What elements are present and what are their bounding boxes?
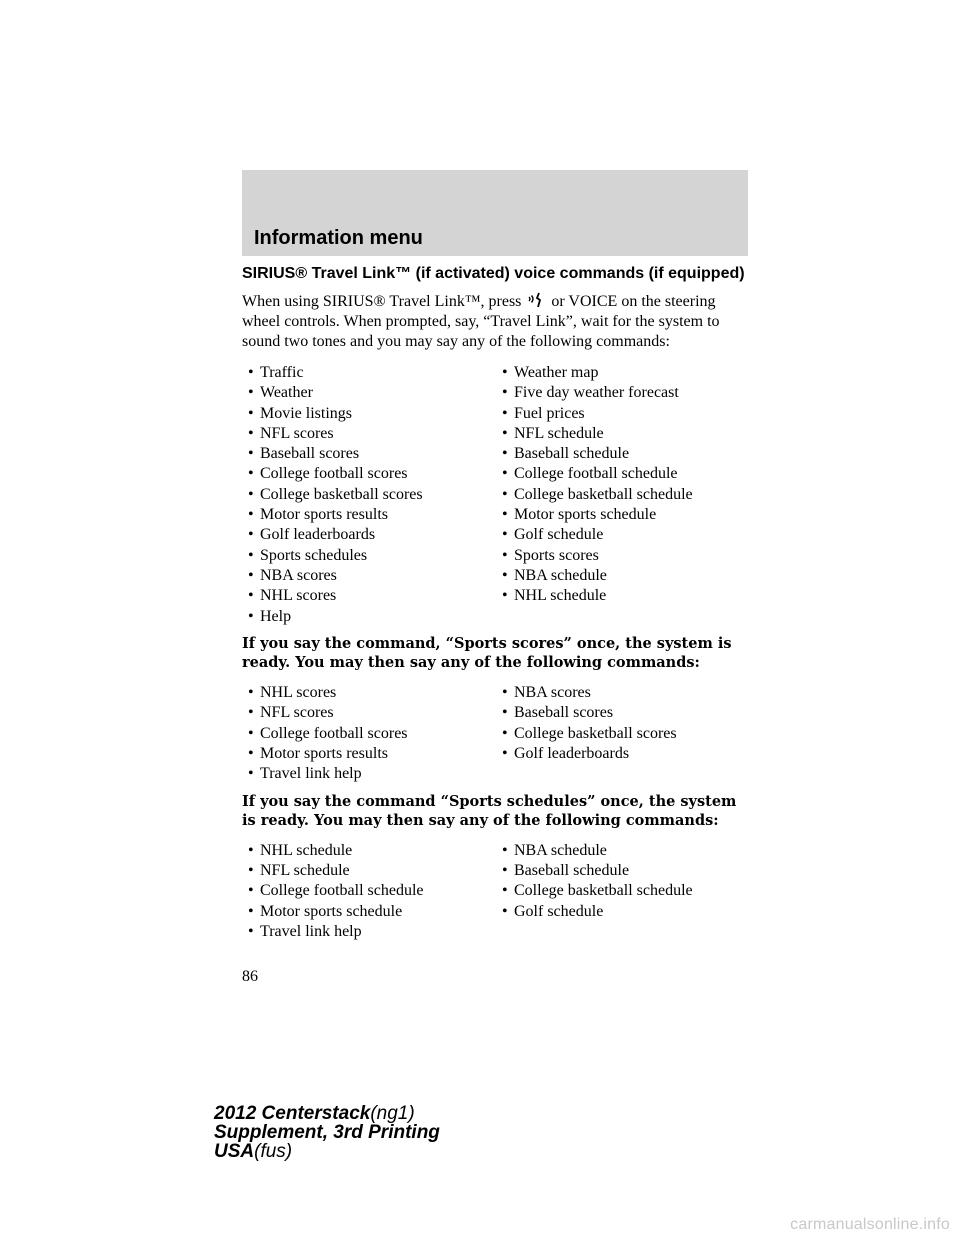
command-list-item bbox=[502, 724, 756, 744]
command-label: NFL schedule bbox=[260, 862, 350, 880]
command-list-item bbox=[248, 546, 502, 566]
command-list-item bbox=[248, 902, 502, 922]
command-list-item bbox=[248, 724, 502, 744]
bullet: • bbox=[248, 587, 254, 605]
bullet: • bbox=[502, 841, 508, 859]
bullet: • bbox=[248, 424, 254, 442]
bullet: • bbox=[248, 724, 254, 742]
bullet: • bbox=[502, 364, 508, 381]
bullet: • bbox=[502, 485, 508, 503]
footer-title: 2012 Centerstack bbox=[214, 1103, 371, 1124]
command-list-item bbox=[502, 424, 756, 444]
footer-line-1 bbox=[214, 1104, 440, 1123]
bullet: • bbox=[248, 465, 254, 483]
footer-code: (ng1) bbox=[370, 1103, 415, 1124]
bullet: • bbox=[502, 902, 508, 920]
command-label: NBA schedule bbox=[514, 566, 607, 584]
bullet: • bbox=[248, 526, 254, 544]
command-label: Golf leaderboards bbox=[260, 526, 376, 544]
command-label: Motor sports results bbox=[260, 744, 388, 762]
bullet: • bbox=[502, 566, 508, 584]
command-label: NFL scores bbox=[260, 704, 334, 722]
command-list-item bbox=[502, 861, 756, 881]
command-label: College basketball schedule bbox=[514, 485, 693, 503]
command-list-item bbox=[502, 744, 756, 764]
command-list-item bbox=[502, 525, 756, 545]
command-list-item bbox=[248, 922, 502, 942]
command-label: Weather map bbox=[514, 364, 599, 381]
bullet: • bbox=[502, 526, 508, 544]
command-list-item bbox=[502, 586, 756, 606]
bullet: • bbox=[248, 684, 254, 702]
command-list-item bbox=[502, 383, 756, 403]
bullet: • bbox=[248, 546, 254, 564]
command-label: Movie listings bbox=[260, 404, 353, 422]
footer-region: USA bbox=[214, 1141, 255, 1162]
command-label: NBA scores bbox=[260, 566, 337, 584]
command-label: Baseball scores bbox=[514, 704, 614, 722]
bullet: • bbox=[248, 364, 254, 381]
command-list-item bbox=[502, 404, 756, 424]
command-label: College basketball schedule bbox=[514, 882, 693, 900]
bullet: • bbox=[502, 724, 508, 742]
command-label: College football scores bbox=[260, 724, 408, 742]
intro-text-end: or VOICE on the steering wheel controls. When prompted, say, “Travel Link”, wait for the system to sound two tones and you may say any of the following commands: bbox=[242, 293, 720, 350]
command-label: Baseball scores bbox=[260, 445, 360, 463]
sports-scores-intro: If you say the command, “Sports scores” once, the system is ready. You may then say any of the following commands: bbox=[242, 634, 732, 672]
command-label: Travel link help bbox=[260, 922, 362, 940]
bullet: • bbox=[502, 587, 508, 605]
command-list-item bbox=[502, 444, 756, 464]
footer-line-2: Supplement, 3rd Printing bbox=[214, 1122, 440, 1143]
sports-schedules-intro: If you say the command “Sports schedules” once, the system is ready. You may then say any of the following commands: bbox=[242, 792, 737, 830]
watermark: carmanualsonline.info bbox=[790, 1216, 950, 1233]
command-label: Golf schedule bbox=[514, 526, 604, 544]
bullet: • bbox=[248, 566, 254, 584]
bullet: • bbox=[502, 506, 508, 524]
page-content bbox=[242, 265, 752, 949]
bullet: • bbox=[502, 704, 508, 722]
bullet: • bbox=[502, 445, 508, 463]
command-label: Fuel prices bbox=[514, 404, 585, 422]
command-label: College basketball scores bbox=[260, 485, 423, 503]
voice-button-icon bbox=[527, 292, 545, 308]
command-label: NFL scores bbox=[260, 424, 334, 442]
command-label: Weather bbox=[260, 384, 313, 402]
command-list-item bbox=[248, 607, 502, 627]
bullet: • bbox=[248, 485, 254, 503]
bullet: • bbox=[248, 384, 254, 402]
intro-text-start: When using SIRIUS® Travel Link™, press bbox=[242, 293, 526, 310]
command-label: Motor sports results bbox=[260, 506, 388, 524]
bullet: • bbox=[502, 404, 508, 422]
command-label: NHL scores bbox=[260, 684, 337, 702]
command-list-item bbox=[248, 566, 502, 586]
command-list-sports-schedules bbox=[242, 841, 752, 942]
command-list-item bbox=[502, 485, 756, 505]
command-label: NBA scores bbox=[514, 684, 591, 702]
command-list-item bbox=[502, 566, 756, 586]
command-label: Golf schedule bbox=[514, 902, 604, 920]
command-list-item bbox=[248, 764, 502, 784]
command-list-item bbox=[248, 444, 502, 464]
bullet: • bbox=[248, 902, 254, 920]
command-label: College football scores bbox=[260, 465, 408, 483]
command-label: College football schedule bbox=[514, 465, 678, 483]
bullet: • bbox=[248, 882, 254, 900]
command-list-item bbox=[248, 861, 502, 881]
command-list-sports-scores bbox=[242, 683, 752, 784]
bullet: • bbox=[502, 384, 508, 402]
bullet: • bbox=[502, 744, 508, 762]
command-label: Five day weather forecast bbox=[514, 384, 679, 402]
bullet: • bbox=[248, 445, 254, 463]
bullet: • bbox=[248, 506, 254, 524]
command-list-main bbox=[242, 363, 752, 627]
command-label: NHL scores bbox=[260, 587, 337, 605]
command-list-item bbox=[248, 424, 502, 444]
command-list-item bbox=[502, 703, 756, 723]
bullet: • bbox=[502, 882, 508, 900]
command-list-item bbox=[502, 881, 756, 901]
command-label: Sports schedules bbox=[260, 546, 368, 564]
command-label: Traffic bbox=[260, 364, 304, 381]
bullet: • bbox=[502, 424, 508, 442]
bullet: • bbox=[248, 765, 254, 783]
command-list-item bbox=[248, 683, 502, 703]
bullet: • bbox=[248, 744, 254, 762]
bullet: • bbox=[502, 684, 508, 702]
command-list-item bbox=[248, 485, 502, 505]
command-list-item bbox=[248, 744, 502, 764]
command-list-item bbox=[502, 505, 756, 525]
command-label: Motor sports schedule bbox=[260, 902, 403, 920]
command-list-item bbox=[248, 881, 502, 901]
command-list-item bbox=[248, 703, 502, 723]
command-label: Baseball schedule bbox=[514, 862, 630, 880]
command-list-item bbox=[248, 464, 502, 484]
command-label: Baseball schedule bbox=[514, 445, 630, 463]
command-label: Motor sports schedule bbox=[514, 506, 657, 524]
command-label: NHL schedule bbox=[260, 841, 353, 859]
command-list-item bbox=[248, 525, 502, 545]
command-list-item bbox=[502, 464, 756, 484]
document-footer bbox=[214, 1104, 440, 1161]
command-list-item bbox=[248, 404, 502, 424]
command-list-item bbox=[248, 841, 502, 861]
command-label: NFL schedule bbox=[514, 424, 604, 442]
footer-region-code: (fus) bbox=[254, 1141, 293, 1162]
bullet: • bbox=[248, 607, 254, 625]
command-list-item bbox=[502, 683, 756, 703]
bullet: • bbox=[248, 404, 254, 422]
bullet: • bbox=[248, 922, 254, 940]
command-label: NHL schedule bbox=[514, 587, 607, 605]
command-label: NBA schedule bbox=[514, 841, 607, 859]
command-list-item bbox=[248, 363, 502, 383]
command-label: Sports scores bbox=[514, 546, 599, 564]
command-label: Golf leaderboards bbox=[514, 744, 630, 762]
bullet: • bbox=[502, 546, 508, 564]
page-number: 86 bbox=[242, 968, 258, 985]
intro-paragraph bbox=[242, 292, 752, 352]
bullet: • bbox=[502, 465, 508, 483]
command-label: College basketball scores bbox=[514, 724, 677, 742]
command-list-item bbox=[248, 383, 502, 403]
command-list-item bbox=[502, 841, 756, 861]
command-label: Travel link help bbox=[260, 765, 362, 783]
header-band bbox=[242, 170, 748, 256]
command-list-item bbox=[248, 505, 502, 525]
command-list-item bbox=[502, 363, 756, 383]
page-title: Information menu bbox=[254, 227, 423, 249]
command-label: College football schedule bbox=[260, 882, 424, 900]
bullet: • bbox=[502, 862, 508, 880]
bullet: • bbox=[248, 841, 254, 859]
command-list-item bbox=[248, 586, 502, 606]
section-heading: SIRIUS® Travel Link™ (if activated) voice commands (if equipped) bbox=[242, 265, 745, 282]
bullet: • bbox=[248, 862, 254, 880]
command-label: Help bbox=[260, 607, 292, 625]
command-list-item bbox=[502, 546, 756, 566]
bullet: • bbox=[248, 704, 254, 722]
footer-line-3 bbox=[214, 1142, 440, 1161]
command-list-item bbox=[502, 902, 756, 922]
